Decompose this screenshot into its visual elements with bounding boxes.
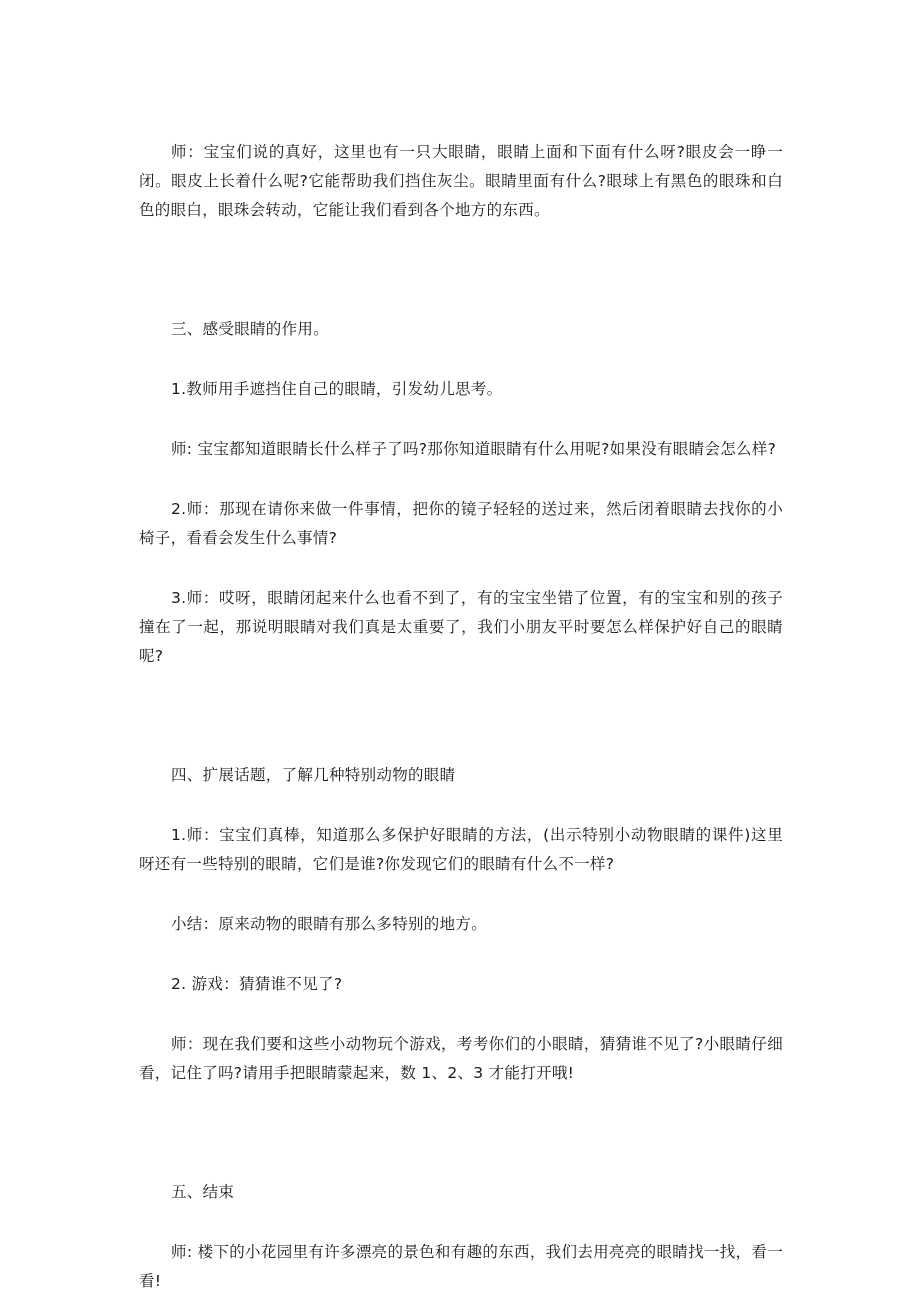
section-heading-3: 三、感受眼睛的作用。 xyxy=(171,320,330,338)
paragraph-teacher-eye-description: 师：宝宝们说的真好，这里也有一只大眼睛，眼睛上面和下面有什么呀?眼皮会一睁一闭。眼皮上长着什么呢?它能帮助我们挡住灰尘。眼睛里面有什么?眼球上有黑色的眼珠和白色的眼白，眼珠会转动，它能让我们看到各个地方的东西。 xyxy=(139,143,783,219)
paragraph-game-instructions: 师：现在我们要和这些小动物玩个游戏，考考你们的小眼睛，猜猜谁不见了?小眼睛仔细看，记住了吗?请用手把眼睛蒙起来，数 1、2、3 才能打开哦! xyxy=(139,1035,783,1082)
paragraph-step-2: 2.师：那现在请你来做一件事情，把你的镜子轻轻的送过来，然后闭着眼睛去找你的小椅子，看看会发生什么事情? xyxy=(139,500,783,547)
paragraph-ending: 师: 楼下的小花园里有许多漂亮的景色和有趣的东西，我们去用亮亮的眼睛找一找，看一看! xyxy=(139,1243,783,1290)
paragraph-game-title: 2. 游戏：猜猜谁不见了? xyxy=(171,975,343,993)
paragraph-step-1: 1.教师用手遮挡住自己的眼睛，引发幼儿思考。 xyxy=(171,380,503,398)
paragraph-teacher-question: 师: 宝宝都知道眼睛长什么样子了吗?那你知道眼睛有什么用呢?如果没有眼睛会怎么样? xyxy=(171,440,777,458)
document-body xyxy=(139,138,783,1296)
paragraph-animals-step-1: 1.师：宝宝们真棒，知道那么多保护好眼睛的方法，(出示特别小动物眼睛的课件)这里呀还有一些特别的眼睛，它们是谁?你发现它们的眼睛有什么不一样? xyxy=(139,826,783,873)
paragraph-step-3: 3.师：哎呀，眼睛闭起来什么也看不到了，有的宝宝坐错了位置，有的宝宝和别的孩子撞在了一起，那说明眼睛对我们真是太重要了，我们小朋友平时要怎么样保护好自己的眼睛呢? xyxy=(139,589,783,665)
section-heading-4: 四、扩展话题，了解几种特别动物的眼睛 xyxy=(171,766,456,784)
paragraph-summary: 小结：原来动物的眼睛有那么多特别的地方。 xyxy=(171,915,488,933)
section-heading-5: 五、结束 xyxy=(171,1183,235,1201)
